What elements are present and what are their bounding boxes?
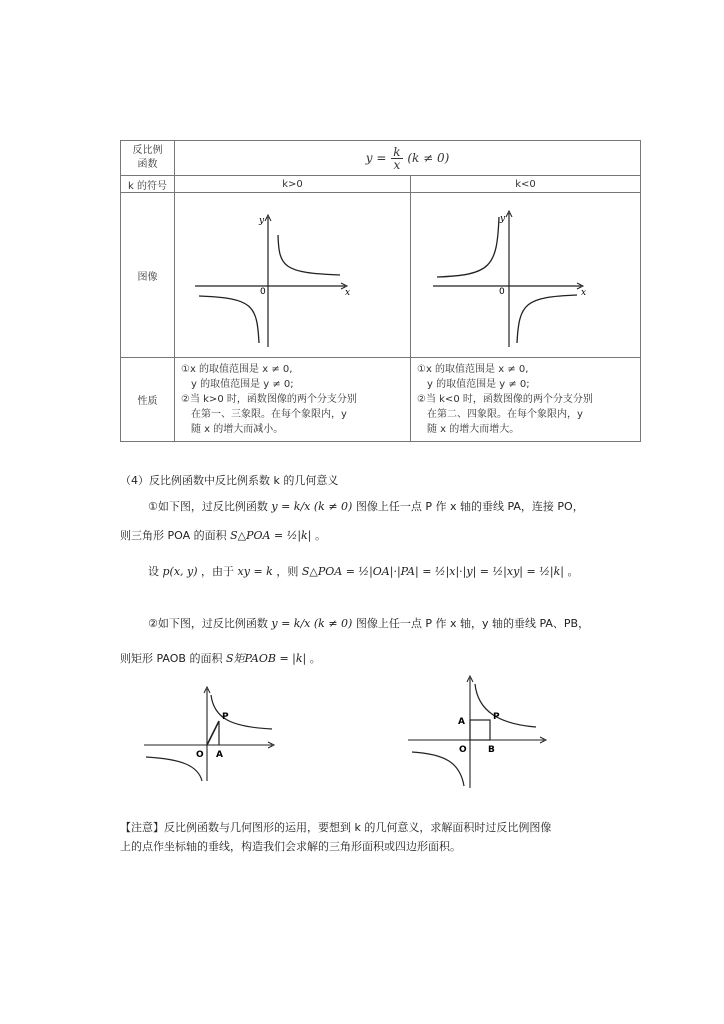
hyperbola-second-fourth-quadrant xyxy=(411,195,641,355)
row-label-properties: 性质 xyxy=(121,358,175,442)
point-a-label: A xyxy=(458,717,465,727)
y-axis-label: y xyxy=(500,214,506,224)
properties-k-positive: ①x 的取值范围是 x ≠ 0, y 的取值范围是 y ≠ 0; ②当 k>0 时，函数图像的两个分支分别 在第一、三象限。在每个象限内，y 随 x 的增大而减小。 xyxy=(175,358,411,442)
note-paragraph: 【注意】反比例函数与几何图形的运用，要想到 k 的几何意义，求解面积时过反比例图像 上的点作坐标轴的垂线，构造我们会求解的三角形面积或四边形面积。 xyxy=(120,821,552,853)
formula-y-k-over-x: y = k/x (k ≠ 0) xyxy=(271,617,353,630)
paragraph-triangle-area: 则三角形 POA 的面积 S△POA = ½|k| 。 xyxy=(120,529,326,542)
point-o-label: O xyxy=(459,745,467,755)
properties-k-negative: ①x 的取值范围是 x ≠ 0, y 的取值范围是 y ≠ 0; ②当 k<0 时，函数图像的两个分支分别 在第二、四象限。在每个象限内，y 随 x 的增大而增大。 xyxy=(411,358,641,442)
graph-k-negative xyxy=(411,193,641,358)
row-label-k-sign: k 的符号 xyxy=(121,176,175,193)
point-b-label: B xyxy=(488,745,495,755)
origin-label: 0 xyxy=(260,287,266,297)
k-over-x-fraction: $\frac{k}{x}$ xyxy=(393,144,401,172)
x-axis-label: x xyxy=(345,288,351,298)
hyperbola-first-third-quadrant xyxy=(175,195,411,355)
paragraph-rectangle-area: 则矩形 PAOB 的面积 S矩PAOB = |k| 。 xyxy=(120,652,321,665)
figure-rectangle-paob xyxy=(400,672,550,792)
y-axis-label: y xyxy=(259,216,265,226)
function-table xyxy=(120,140,641,442)
note-label: 【注意】 xyxy=(120,821,164,834)
point-o-label: O xyxy=(196,750,204,760)
section-heading: （4）反比例函数中反比例系数 k 的几何意义 xyxy=(120,474,339,487)
point-a-label: A xyxy=(216,750,223,760)
formula-y-k-over-x: y = k/x (k ≠ 0) xyxy=(271,500,353,513)
function-formula: y = $\frac{k}{x}$ (k ≠ 0) xyxy=(175,141,641,176)
paragraph-rectangle-intro: ②如下图，过反比例函数 y = k/x (k ≠ 0) 图像上任一点 P 作 x 轴，y 轴的垂线 PA、PB， xyxy=(148,617,590,630)
x-axis-label: x xyxy=(581,288,587,298)
formula-triangle-proof: S△POA = ½|OA|·|PA| = ½|x|·|y| = ½|xy| = ½|k| xyxy=(301,565,564,578)
k-positive-header: k>0 xyxy=(175,176,411,193)
paragraph-triangle-intro: ①如下图，过反比例函数 y = k/x (k ≠ 0) 图像上任一点 P 作 x 轴的垂线 PA，连接 PO， xyxy=(148,500,584,513)
figure-triangle-poa xyxy=(140,685,280,785)
graph-k-positive xyxy=(175,193,411,358)
formula-rectangle-area: S矩PAOB = |k| xyxy=(225,652,307,665)
point-p-label: P xyxy=(222,712,229,722)
row-label-graph: 图像 xyxy=(121,193,175,358)
origin-label: 0 xyxy=(499,287,505,297)
row-label-function: 反比例函数 xyxy=(121,141,175,176)
k-negative-header: k<0 xyxy=(411,176,641,193)
point-p-label: P xyxy=(493,712,500,722)
formula-triangle-area: S△POA = ½|k| xyxy=(230,529,312,542)
paragraph-triangle-proof: 设 p(x, y) ，由于 xy = k ，则 S△POA = ½|OA|·|PA| = ½|x|·|y| = ½|xy| = ½|k| 。 xyxy=(148,565,579,578)
